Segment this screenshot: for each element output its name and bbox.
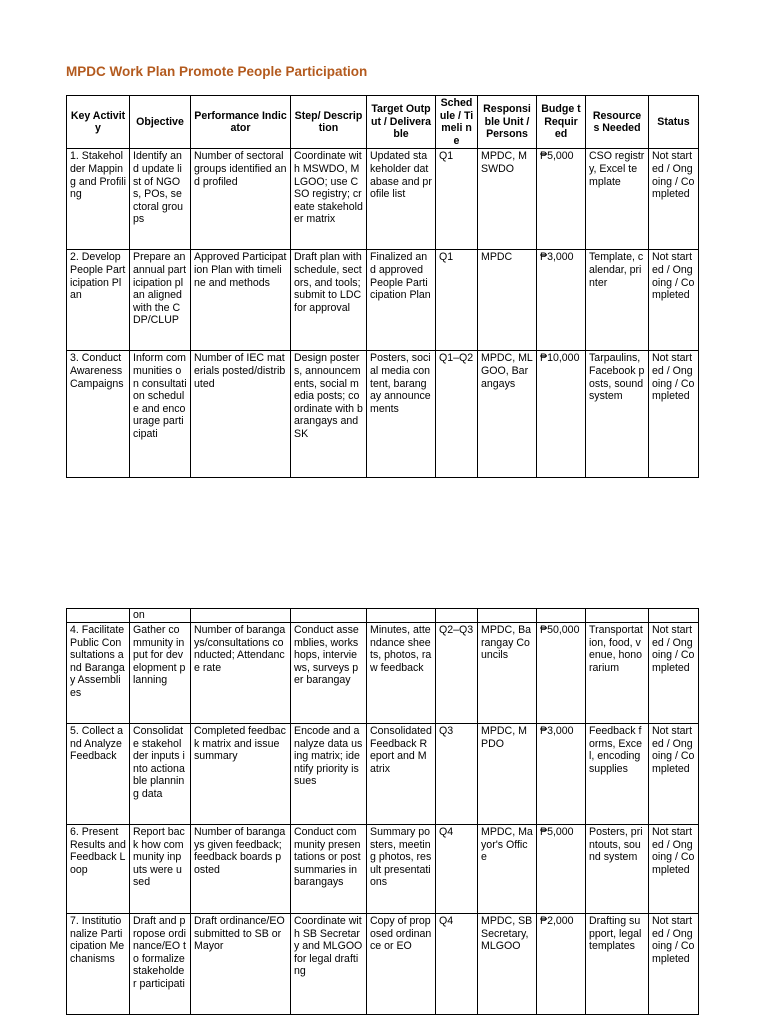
table-row bbox=[67, 351, 699, 478]
cell-target-output: Updated stakeholder database and profile list bbox=[367, 149, 436, 250]
cell-key-activity: 4. Facilitate Public Consultations and Barangay Assemblies bbox=[67, 623, 130, 724]
cell-schedule: Q2–Q3 bbox=[436, 623, 478, 724]
cell-resources-needed bbox=[586, 609, 649, 623]
cell-status: Not started / Ongoing / Completed bbox=[649, 825, 699, 914]
cell-resources-needed: Transportation, food, venue, honorarium bbox=[586, 623, 649, 724]
cell-resources-needed: Feedback forms, Excel, encoding supplies bbox=[586, 724, 649, 825]
cell-key-activity: 5. Collect and Analyze Feedback bbox=[67, 724, 130, 825]
document-title: MPDC Work Plan Promote People Participation bbox=[66, 64, 368, 79]
cell-objective: Consolidate stakeholder inputs into actionable planning data bbox=[130, 724, 191, 825]
cell-status: Not started / Ongoing / Completed bbox=[649, 351, 699, 478]
cell-key-activity: 1. Stakeholder Mapping and Profiling bbox=[67, 149, 130, 250]
cell-target-output: Consolidated Feedback Report and Matrix bbox=[367, 724, 436, 825]
header-key-activity: Key Activity bbox=[67, 96, 130, 149]
cell-step-description: Conduct assemblies, workshops, interviews, surveys per barangay bbox=[291, 623, 367, 724]
cell-target-output: Posters, social media content, barangay announcements bbox=[367, 351, 436, 478]
cell-budget bbox=[537, 609, 586, 623]
cell-target-output: Finalized and approved People Participation Plan bbox=[367, 250, 436, 351]
cell-key-activity: 3. Conduct Awareness Campaigns bbox=[67, 351, 130, 478]
header-resources-needed: Resource s Needed bbox=[586, 96, 649, 149]
work-plan-table-page-1 bbox=[66, 95, 699, 478]
table-row bbox=[67, 914, 699, 1015]
cell-key-activity: 7. Institutionalize Participation Mechanisms bbox=[67, 914, 130, 1015]
cell-resources-needed: Drafting support, legal templates bbox=[586, 914, 649, 1015]
cell-budget: ₱5,000 bbox=[537, 825, 586, 914]
header-budget: Budge t Requir ed bbox=[537, 96, 586, 149]
cell-responsible-unit: MPDC, Barangay Councils bbox=[478, 623, 537, 724]
cell-performance-indicator: Number of barangays given feedback; feedback boards posted bbox=[191, 825, 291, 914]
cell-objective: Prepare an annual participation plan aligned with the CDP/CLUP bbox=[130, 250, 191, 351]
cell-budget: ₱5,000 bbox=[537, 149, 586, 250]
table-row bbox=[67, 250, 699, 351]
cell-step-description: Draft plan with schedule, sectors, and tools; submit to LDC for approval bbox=[291, 250, 367, 351]
cell-objective: Identify and update list of NGOs, POs, sectoral groups bbox=[130, 149, 191, 250]
cell-objective: Draft and propose ordinance/EO to formalize stakeholder participati bbox=[130, 914, 191, 1015]
cell-step-description: Encode and analyze data using matrix; identify priority issues bbox=[291, 724, 367, 825]
cell-objective: Gather community input for development planning bbox=[130, 623, 191, 724]
cell-key-activity bbox=[67, 609, 130, 623]
cell-performance-indicator: Approved Participation Plan with timeline and methods bbox=[191, 250, 291, 351]
cell-status: Not started / Ongoing / Completed bbox=[649, 914, 699, 1015]
cell-responsible-unit: MPDC, MLGOO, Barangays bbox=[478, 351, 537, 478]
cell-step-description: Conduct community presentations or post summaries in barangays bbox=[291, 825, 367, 914]
cell-target-output: Copy of proposed ordinance or EO bbox=[367, 914, 436, 1015]
cell-key-activity: 6. Present Results and Feedback Loop bbox=[67, 825, 130, 914]
header-objective: Objective bbox=[130, 96, 191, 149]
cell-target-output bbox=[367, 609, 436, 623]
cell-responsible-unit: MPDC, MSWDO bbox=[478, 149, 537, 250]
cell-schedule bbox=[436, 609, 478, 623]
cell-budget: ₱10,000 bbox=[537, 351, 586, 478]
cell-status: Not started / Ongoing / Completed bbox=[649, 724, 699, 825]
cell-performance-indicator bbox=[191, 609, 291, 623]
cell-key-activity: 2. Develop People Participation Plan bbox=[67, 250, 130, 351]
cell-responsible-unit: MPDC, MPDO bbox=[478, 724, 537, 825]
header-status: Status bbox=[649, 96, 699, 149]
cell-resources-needed: CSO registry, Excel template bbox=[586, 149, 649, 250]
header-step-description: Step/ Description bbox=[291, 96, 367, 149]
header-schedule: Sched ule / Timeli ne bbox=[436, 96, 478, 149]
cell-objective: on bbox=[130, 609, 191, 623]
header-performance-indicator: Performance Indicator bbox=[191, 96, 291, 149]
cell-performance-indicator: Number of barangays/consultations conducted; Attendance rate bbox=[191, 623, 291, 724]
cell-status: Not started / Ongoing / Completed bbox=[649, 623, 699, 724]
table-row bbox=[67, 149, 699, 250]
cell-objective: Inform communities on consultation schedule and encourage participati bbox=[130, 351, 191, 478]
cell-schedule: Q1–Q2 bbox=[436, 351, 478, 478]
cell-resources-needed: Tarpaulins, Facebook posts, sound system bbox=[586, 351, 649, 478]
cell-status: Not started / Ongoing / Completed bbox=[649, 149, 699, 250]
cell-schedule: Q4 bbox=[436, 914, 478, 1015]
cell-budget: ₱2,000 bbox=[537, 914, 586, 1015]
cell-schedule: Q1 bbox=[436, 250, 478, 351]
table-row bbox=[67, 623, 699, 724]
cell-performance-indicator: Number of sectoral groups identified and profiled bbox=[191, 149, 291, 250]
continuation-row bbox=[67, 609, 699, 623]
header-target-output: Target Output / Deliverable bbox=[367, 96, 436, 149]
cell-responsible-unit: MPDC, SB Secretary, MLGOO bbox=[478, 914, 537, 1015]
cell-performance-indicator: Completed feedback matrix and issue summary bbox=[191, 724, 291, 825]
cell-budget: ₱50,000 bbox=[537, 623, 586, 724]
cell-schedule: Q1 bbox=[436, 149, 478, 250]
work-plan-table-page-2 bbox=[66, 608, 699, 1015]
cell-status: Not started / Ongoing / Completed bbox=[649, 250, 699, 351]
cell-resources-needed: Template, calendar, printer bbox=[586, 250, 649, 351]
cell-status bbox=[649, 609, 699, 623]
header-row bbox=[67, 96, 699, 149]
cell-objective: Report back how community inputs were used bbox=[130, 825, 191, 914]
cell-performance-indicator: Number of IEC materials posted/distributed bbox=[191, 351, 291, 478]
cell-responsible-unit bbox=[478, 609, 537, 623]
cell-target-output: Summary posters, meeting photos, result presentations bbox=[367, 825, 436, 914]
cell-budget: ₱3,000 bbox=[537, 724, 586, 825]
cell-budget: ₱3,000 bbox=[537, 250, 586, 351]
cell-schedule: Q3 bbox=[436, 724, 478, 825]
table-row bbox=[67, 724, 699, 825]
table-row bbox=[67, 825, 699, 914]
cell-step-description: Design posters, announcements, social media posts; coordinate with barangays and SK bbox=[291, 351, 367, 478]
cell-schedule: Q4 bbox=[436, 825, 478, 914]
cell-step-description: Coordinate with SB Secretary and MLGOO for legal drafting bbox=[291, 914, 367, 1015]
cell-performance-indicator: Draft ordinance/EO submitted to SB or Mayor bbox=[191, 914, 291, 1015]
cell-responsible-unit: MPDC bbox=[478, 250, 537, 351]
cell-responsible-unit: MPDC, Mayor's Office bbox=[478, 825, 537, 914]
cell-step-description bbox=[291, 609, 367, 623]
header-responsible-unit: Responsi ble Unit / Persons bbox=[478, 96, 537, 149]
cell-target-output: Minutes, attendance sheets, photos, raw feedback bbox=[367, 623, 436, 724]
cell-step-description: Coordinate with MSWDO, MLGOO; use CSO registry; create stakeholder matrix bbox=[291, 149, 367, 250]
cell-resources-needed: Posters, printouts, sound system bbox=[586, 825, 649, 914]
